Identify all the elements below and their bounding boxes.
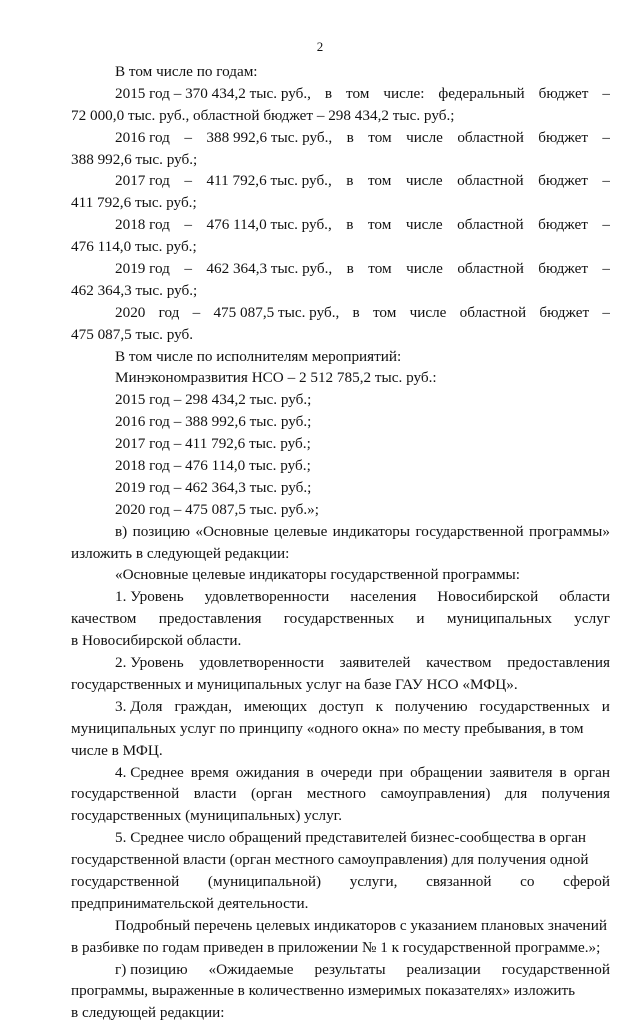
text-segment: «Основные bbox=[195, 522, 269, 540]
text-line bbox=[71, 83, 610, 105]
text-segment: 411 792,6 тыс. руб.; bbox=[71, 194, 197, 212]
text-segment: в bbox=[346, 172, 354, 190]
text-segment: 2015 год – 370 434,2 тыс. руб., bbox=[115, 84, 311, 102]
text-segment: – bbox=[602, 84, 610, 102]
text-segment: областной bbox=[459, 303, 527, 321]
text-segment: – bbox=[184, 260, 192, 278]
text-segment: в bbox=[346, 128, 354, 146]
text-line bbox=[71, 1002, 610, 1024]
text-line bbox=[71, 127, 610, 149]
text-segment: числе bbox=[406, 260, 443, 278]
text-segment: том bbox=[367, 172, 392, 190]
text-line bbox=[71, 105, 610, 127]
text-segment: 476 114,0 тыс. руб., bbox=[206, 216, 332, 234]
text-segment: областной bbox=[457, 128, 524, 146]
text-segment: сферой bbox=[563, 872, 610, 890]
text-line bbox=[71, 937, 610, 959]
text-segment: реализации bbox=[406, 960, 481, 978]
text-segment: числе bbox=[405, 172, 443, 190]
text-segment: в) bbox=[115, 522, 128, 540]
text-segment: местного bbox=[306, 785, 367, 803]
text-line bbox=[71, 762, 610, 784]
text-segment: «Ожидаемые bbox=[208, 960, 294, 978]
text-segment: 2016 год bbox=[115, 128, 170, 146]
text-segment: в Новосибирской области. bbox=[71, 632, 242, 650]
text-line bbox=[71, 783, 610, 805]
text-segment: доступ bbox=[319, 697, 364, 715]
text-segment: целевые bbox=[274, 522, 328, 540]
text-segment: бюджет bbox=[538, 84, 589, 102]
text-segment: государственных bbox=[479, 697, 590, 715]
text-line bbox=[71, 871, 610, 893]
text-line bbox=[71, 849, 610, 871]
text-segment: том bbox=[368, 260, 392, 278]
text-line bbox=[71, 740, 610, 762]
text-line bbox=[71, 718, 610, 740]
text-segment: позицию bbox=[132, 522, 191, 540]
text-line bbox=[71, 149, 610, 171]
text-segment: «Основные целевые индикаторы государственной программы: bbox=[115, 566, 520, 584]
text-line bbox=[71, 827, 610, 849]
text-segment: граждан, bbox=[174, 697, 232, 715]
text-line bbox=[71, 433, 610, 455]
text-segment: – bbox=[602, 216, 610, 234]
text-segment: (муниципальной) bbox=[207, 872, 322, 890]
page-number: 2 bbox=[316, 39, 324, 54]
text-line bbox=[71, 280, 610, 302]
text-segment: услуги, bbox=[349, 872, 398, 890]
text-segment: предоставления bbox=[158, 610, 262, 628]
text-segment: 475 087,5 тыс. руб. bbox=[71, 325, 194, 343]
text-segment: 72 000,0 тыс. руб., областной бюджет – 298 434,2 тыс. руб.; bbox=[71, 106, 455, 124]
text-line bbox=[71, 258, 610, 280]
text-segment: в bbox=[352, 303, 360, 321]
text-segment: 2020 bbox=[115, 303, 146, 321]
text-line bbox=[71, 302, 610, 324]
text-segment: 411 792,6 тыс. руб., bbox=[206, 172, 332, 190]
text-segment: со bbox=[520, 872, 535, 890]
text-segment: Подробный перечень целевых индикаторов с указанием плановых значений bbox=[115, 916, 607, 934]
text-segment: индикаторы bbox=[332, 522, 411, 540]
text-line bbox=[71, 367, 610, 389]
text-segment: области bbox=[559, 588, 610, 606]
text-segment: качеством bbox=[426, 654, 492, 672]
text-segment: 1. Уровень bbox=[115, 588, 184, 606]
text-line bbox=[71, 411, 610, 433]
text-segment: том bbox=[372, 303, 397, 321]
text-line bbox=[71, 564, 610, 586]
text-segment: бюджет bbox=[539, 303, 590, 321]
text-segment: программы» bbox=[529, 522, 610, 540]
text-segment: 476 114,0 тыс. руб.; bbox=[71, 238, 197, 256]
text-segment: власти bbox=[193, 785, 237, 803]
text-segment: 5. Среднее число обращений представителей бизнес-сообщества в орган bbox=[115, 829, 587, 847]
text-segment: 462 364,3 тыс. руб.; bbox=[71, 281, 198, 299]
text-line bbox=[71, 346, 610, 368]
text-line bbox=[71, 674, 610, 696]
text-segment: 2016 год – 388 992,6 тыс. руб.; bbox=[115, 413, 312, 431]
text-segment: областной bbox=[457, 260, 524, 278]
text-segment: обращении bbox=[410, 763, 483, 781]
text-segment: 2019 год – 462 364,3 тыс. руб.; bbox=[115, 478, 312, 496]
text-segment: том bbox=[346, 84, 370, 102]
text-segment: государственных (муниципальных) услуг. bbox=[71, 807, 342, 825]
text-segment: год bbox=[158, 303, 180, 321]
text-segment: 2019 год bbox=[115, 260, 170, 278]
text-segment: бюджет bbox=[538, 172, 588, 190]
text-segment: 388 992,6 тыс. руб., bbox=[206, 128, 333, 146]
text-segment: изложить в следующей редакции: bbox=[71, 544, 290, 562]
text-segment: бюджет bbox=[538, 128, 588, 146]
text-segment: и bbox=[601, 697, 610, 715]
text-segment: 388 992,6 тыс. руб.; bbox=[71, 150, 198, 168]
text-line bbox=[71, 805, 610, 827]
text-segment: государственных bbox=[283, 610, 395, 628]
text-segment: в bbox=[346, 260, 354, 278]
text-line bbox=[71, 170, 610, 192]
text-line bbox=[71, 236, 610, 258]
text-line bbox=[71, 652, 610, 674]
text-segment: – bbox=[602, 260, 610, 278]
text-segment: бюджет bbox=[538, 216, 588, 234]
text-segment: в bbox=[559, 763, 567, 781]
text-line bbox=[71, 192, 610, 214]
text-segment: услуг bbox=[574, 610, 610, 628]
text-segment: получения bbox=[541, 785, 610, 803]
text-segment: числе bbox=[405, 216, 443, 234]
text-segment: к bbox=[375, 697, 383, 715]
text-segment: государственной власти (орган местного самоуправления) для получения одной bbox=[71, 851, 589, 869]
text-line bbox=[71, 214, 610, 236]
text-segment: 2017 год – 411 792,6 тыс. руб.; bbox=[115, 435, 311, 453]
text-line bbox=[71, 499, 610, 521]
text-segment: 3. Доля bbox=[115, 697, 163, 715]
text-segment: числе bbox=[406, 128, 443, 146]
text-line bbox=[71, 893, 610, 915]
text-segment: 2020 год – 475 087,5 тыс. руб.»; bbox=[115, 500, 319, 518]
text-segment: (орган bbox=[250, 785, 293, 803]
document-body bbox=[71, 61, 610, 1024]
text-segment: при bbox=[379, 763, 404, 781]
text-segment: 462 364,3 тыс. руб., bbox=[206, 260, 333, 278]
text-segment: орган bbox=[573, 763, 610, 781]
text-line bbox=[71, 455, 610, 477]
text-segment: связанной bbox=[426, 872, 492, 890]
text-line bbox=[71, 543, 610, 565]
text-line bbox=[71, 477, 610, 499]
text-line bbox=[71, 608, 610, 630]
text-segment: время bbox=[190, 763, 229, 781]
text-line bbox=[71, 586, 610, 608]
text-segment: в следующей редакции: bbox=[71, 1004, 225, 1022]
text-segment: заявителей bbox=[339, 654, 411, 672]
text-segment: качеством bbox=[71, 610, 137, 628]
text-segment: – bbox=[184, 128, 192, 146]
text-segment: государственной bbox=[71, 872, 180, 890]
text-segment: – bbox=[184, 172, 192, 190]
text-segment: для bbox=[504, 785, 528, 803]
text-line bbox=[71, 915, 610, 937]
text-line bbox=[71, 980, 610, 1002]
text-segment: заявителя bbox=[489, 763, 553, 781]
text-segment: числе в МФЦ. bbox=[71, 741, 163, 759]
text-line bbox=[71, 696, 610, 718]
text-segment: федеральный bbox=[438, 84, 525, 102]
text-segment: муниципальных услуг по принципу «одного окна» по месту пребывания, в том bbox=[71, 719, 584, 737]
text-segment: числе bbox=[409, 303, 447, 321]
text-segment: предпринимательской деятельности. bbox=[71, 894, 309, 912]
text-segment: в bbox=[346, 216, 354, 234]
text-segment: – bbox=[602, 303, 610, 321]
text-line bbox=[71, 521, 610, 543]
text-segment: 2018 год – 476 114,0 тыс. руб.; bbox=[115, 457, 311, 475]
text-segment: В том числе по исполнителям мероприятий: bbox=[115, 347, 402, 365]
text-segment: 2018 год bbox=[115, 216, 170, 234]
text-segment: – bbox=[602, 128, 610, 146]
text-segment: удовлетворенности bbox=[199, 654, 324, 672]
text-segment: В том числе по годам: bbox=[115, 63, 258, 80]
text-segment: бюджет bbox=[538, 260, 588, 278]
text-segment: государственной bbox=[415, 522, 524, 540]
text-segment: – bbox=[602, 172, 610, 190]
text-segment: государственных и муниципальных услуг на базе ГАУ НСО «МФЦ». bbox=[71, 675, 518, 693]
text-segment: в bbox=[324, 84, 333, 102]
text-segment: – bbox=[184, 216, 192, 234]
text-segment: Минэкономразвития НСО – 2 512 785,2 тыс. руб.: bbox=[115, 369, 437, 387]
text-segment: 2017 год bbox=[115, 172, 170, 190]
text-segment: 2. Уровень bbox=[115, 654, 184, 672]
text-line bbox=[71, 959, 610, 981]
text-segment: государственной bbox=[71, 785, 180, 803]
text-segment: г) позицию bbox=[115, 960, 188, 978]
text-segment: том bbox=[368, 128, 392, 146]
text-segment: 4. Среднее bbox=[115, 763, 184, 781]
text-segment: 475 087,5 тыс. руб., bbox=[213, 303, 340, 321]
text-segment: имеющих bbox=[243, 697, 308, 715]
text-segment: областной bbox=[457, 172, 524, 190]
text-line bbox=[71, 324, 610, 346]
text-segment: и bbox=[416, 610, 425, 628]
text-segment: программы, выраженные в количественно измеримых показателях» изложить bbox=[71, 982, 576, 1000]
text-segment: государственной bbox=[501, 960, 610, 978]
text-segment: самоуправления) bbox=[380, 785, 491, 803]
text-segment: предоставления bbox=[507, 654, 610, 672]
text-segment: том bbox=[367, 216, 392, 234]
text-segment: результаты bbox=[314, 960, 386, 978]
text-segment: ожидания bbox=[235, 763, 300, 781]
text-segment: удовлетворенности bbox=[204, 588, 330, 606]
text-segment: муниципальных bbox=[446, 610, 552, 628]
text-segment: 2015 год – 298 434,2 тыс. руб.; bbox=[115, 391, 312, 409]
text-segment: Новосибирской bbox=[437, 588, 539, 606]
text-segment: – bbox=[192, 303, 201, 321]
text-line bbox=[71, 389, 610, 411]
text-segment: областной bbox=[457, 216, 524, 234]
text-segment: получению bbox=[394, 697, 468, 715]
text-line bbox=[71, 630, 610, 652]
text-segment: в bbox=[306, 763, 314, 781]
text-line bbox=[71, 61, 610, 83]
text-segment: в разбивке по годам приведен в приложении № 1 к государственной программе.»; bbox=[71, 938, 601, 956]
text-segment: населения bbox=[350, 588, 417, 606]
text-segment: очереди bbox=[320, 763, 373, 781]
text-segment: числе: bbox=[383, 84, 425, 102]
